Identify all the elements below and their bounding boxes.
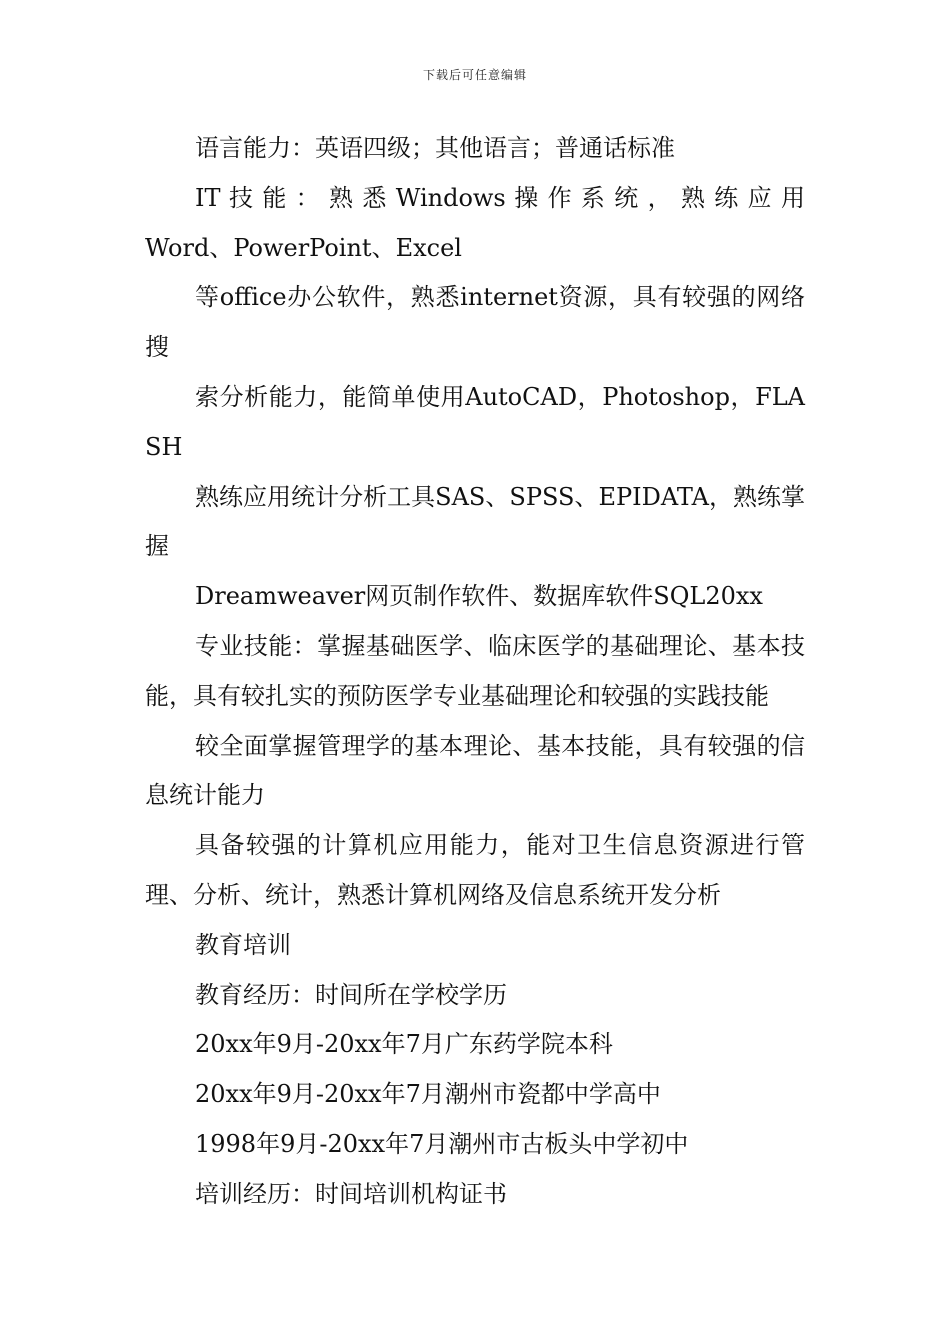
paragraph-office-apps: Word、PowerPoint、Excel (145, 233, 462, 262)
paragraph-professional-skills: 专业技能：掌握基础医学、临床医学的基础理论、基本技能，具有较扎实的预防医学专业基础理论和较强的实践技能 (145, 631, 805, 710)
paragraph-training-history: 培训经历：时间培训机构证书 (195, 1179, 507, 1208)
section-heading-education: 教育培训 (195, 930, 291, 959)
paragraph-it-skills: IT 技 能 ： 熟 悉 Windows 操 作 系 统 ， 熟 练 应 用 (195, 183, 805, 212)
education-entry-highschool: 20xx年9月-20xx年7月潮州市瓷都中学高中 (195, 1080, 661, 1109)
paragraph-language-ability: 语言能力：英语四级；其他语言；普通话标准 (195, 134, 675, 162)
paragraph-management: 较全面掌握管理学的基本理论、基本技能，具有较强的信息统计能力 (145, 731, 805, 810)
education-entry-middleschool: 1998年9月-20xx年7月潮州市古板头中学初中 (195, 1129, 689, 1158)
paragraph-statistics-tools: 熟练应用统计分析工具SAS、SPSS、EPIDATA，熟练掌握 (145, 482, 805, 561)
paragraph-web-database: Dreamweaver网页制作软件、数据库软件SQL20xx (195, 582, 763, 611)
education-entry-university: 20xx年9月-20xx年7月广东药学院本科 (195, 1030, 613, 1059)
paragraph-design-software: 索分析能力，能简单使用AutoCAD，Photoshop，FLASH (145, 382, 805, 461)
paragraph-education-history: 教育经历：时间所在学校学历 (195, 980, 507, 1009)
page-header: 下载后可任意编辑 (422, 68, 527, 82)
paragraph-computer-application: 具备较强的计算机应用能力，能对卫生信息资源进行管理、分析、统计，熟悉计算机网络及信息系统开发分析 (145, 831, 805, 909)
paragraph-office-internet: 等office办公软件，熟悉internet资源，具有较强的网络搜 (145, 283, 805, 362)
document-body (145, 124, 805, 1220)
